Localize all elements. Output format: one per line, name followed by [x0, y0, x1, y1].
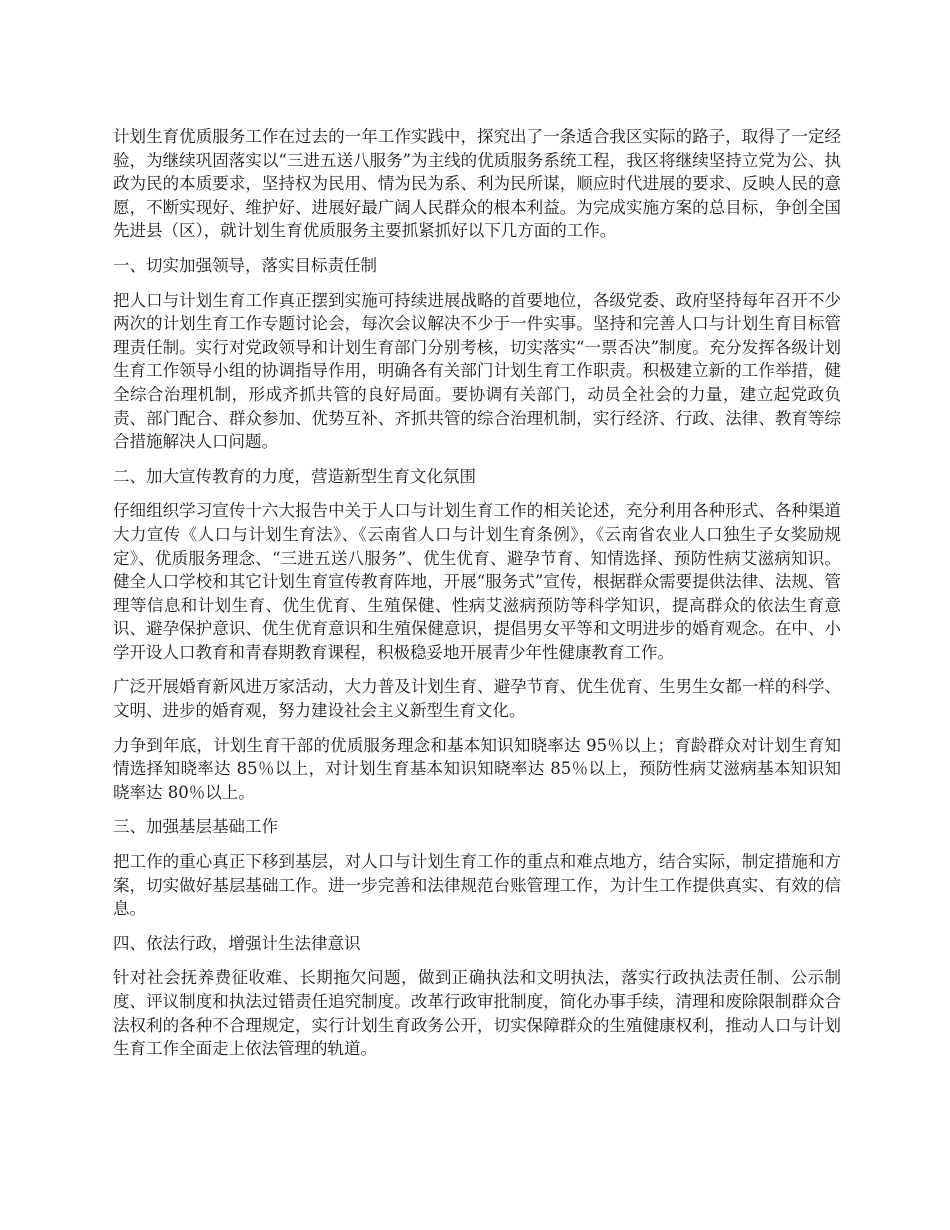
- section-heading-2: 二、加大宣传教育的力度，营造新型生育文化氛围: [113, 466, 476, 486]
- section-heading-4: 四、依法行政，增强计生法律意识: [113, 933, 361, 953]
- section-2-paragraph-2: 广泛开展婚育新风进万家活动，大力普及计划生育、避孕节育、优生优育、生男生女都一样的科学、文明、进步的婚育观，努力建设社会主义新型生育文化。: [113, 677, 841, 721]
- section-heading-3: 三、加强基层基础工作: [113, 817, 278, 837]
- document-body: [113, 125, 841, 1072]
- section-3-paragraph: 把工作的重心真正下移到基层，对人口与计划生育工作的重点和难点地方，结合实际，制定措施和方案，切实做好基层基础工作。进一步完善和法律规范台账管理工作，为计生工作提供真实、有效的信息。: [113, 852, 841, 919]
- section-2-paragraph-3: 力争到年底，计划生育干部的优质服务理念和基本知识知晓率达 95％以上；育龄群众对计划生育知情选择知晓率达 85％以上，对计划生育基本知识知晓率达 85％以上，预防性病艾滋病基本知识知晓率达 80％以上。: [113, 735, 841, 802]
- intro-paragraph: 计划生育优质服务工作在过去的一年工作实践中，探究出了一条适合我区实际的路子，取得了一定经验，为继续巩固落实以“三进五送八服务”为主线的优质服务系统工程，我区将继续坚持立党为公、执政为民的本质要求，坚持权为民用、情为民为系、利为民所谋，顺应时代进展的要求、反映人民的意愿，不断实现好、维护好、进展好最广阔人民群众的根本利益。为完成实施方案的总目标，争创全国先进县（区），就计划生育优质服务主要抓紧抓好以下几方面的工作。: [113, 127, 841, 241]
- section-1-paragraph: 把人口与计划生育工作真正摆到实施可持续进展战略的首要地位，各级党委、政府坚持每年召开不少两次的计划生育工作专题讨论会，每次会议解决不少于一件实事。坚持和完善人口与计划生育目标管理责任制。实行对党政领导和计划生育部门分别考核，切实落实“一票否决”制度。充分发挥各级计划生育工作领导小组的协调指导作用，明确各有关部门计划生育工作职责。积极建立新的工作举措，健全综合治理机制，形成齐抓共管的良好局面。要协调有关部门，动员全社会的力量，建立起党政负责、部门配合、群众参加、优势互补、齐抓共管的综合治理机制，实行经济、行政、法律、教育等综合措施解决人口问题。: [113, 290, 841, 452]
- section-heading-1: 一、切实加强领导，落实目标责任制: [113, 255, 377, 275]
- section-2-paragraph-1: 仔细组织学习宣传十六大报告中关于人口与计划生育工作的相关论述，充分利用各种形式、各种渠道大力宣传《人口与计划生育法》、《云南省人口与计划生育条例》，《云南省农业人口独生子女奖励规定》、优质服务理念、“三进五送八服务”、优生优育、避孕节育、知情选择、预防性病艾滋病知识。健全人口学校和其它计划生育宣传教育阵地，开展“服务式”宣传，根据群众需要提供法律、法规、管理等信息和计划生育、优生优育、生殖保健、性病艾滋病预防等科学知识，提高群众的依法生育意识、避孕保护意识、优生优育意识和生殖保健意识，提倡男女平等和文明进步的婚育观念。在中、小学开设人口教育和青春期教育课程，积极稳妥地开展青少年性健康教育工作。: [113, 501, 841, 662]
- section-4-paragraph: 针对社会抚养费征收难、长期拖欠问题，做到正确执法和文明执法，落实行政执法责任制、公示制度、评议制度和执法过错责任追究制度。改革行政审批制度，简化办事手续，清理和废除限制群众合法权利的各种不合理规定，实行计划生育政务公开，切实保障群众的生殖健康权利，推动人口与计划生育工作全面走上依法管理的轨道。: [113, 968, 841, 1059]
